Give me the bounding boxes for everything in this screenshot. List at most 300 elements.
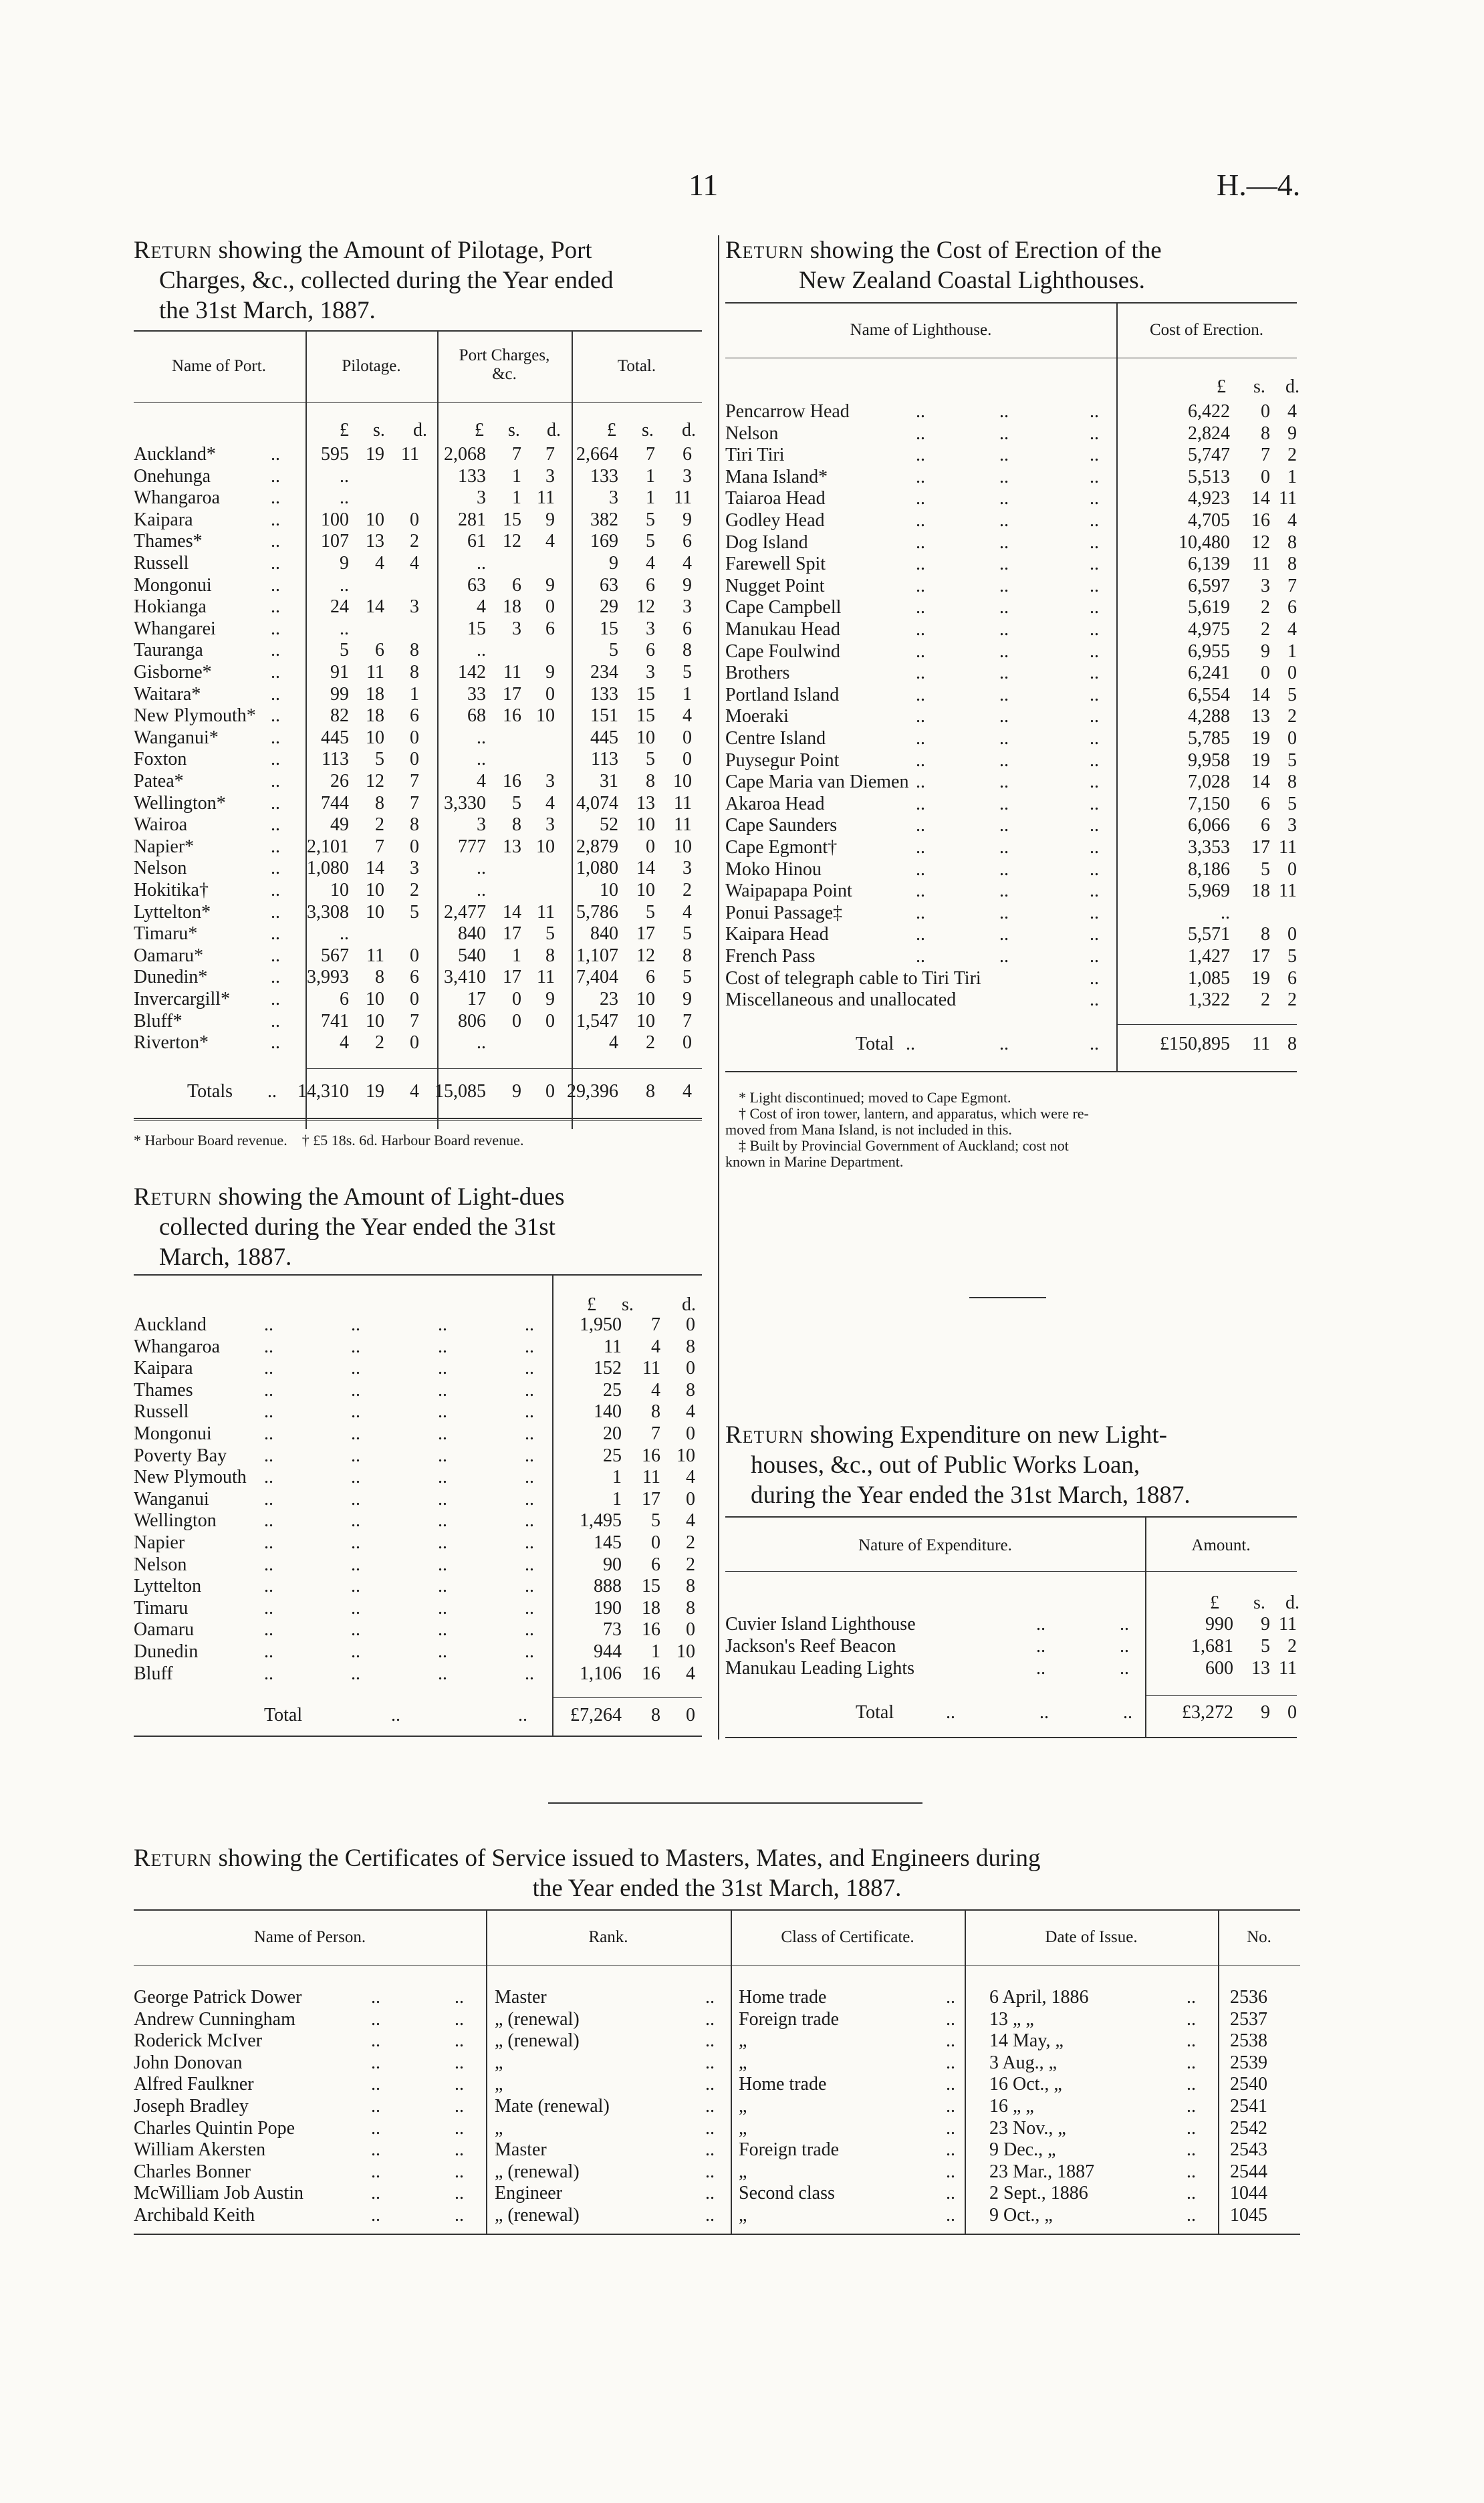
cell: 2,664 [576,444,618,465]
cell: 6 [683,444,692,465]
cell: 16 [503,705,521,727]
cell: 33 [467,683,486,705]
cell: „ (renewal) [495,2161,580,2182]
cell: 2 [1261,989,1270,1011]
table-row: New Plymouth .. .. .. .. 1 11 4 [134,1467,695,1488]
lighthouses-fn3: moved from Mana Island, is not included in this. [725,1121,1012,1138]
table-row: Cape Saunders .. .. .. 6,066 6 3 [725,815,1297,836]
table-row: Napier .. .. .. .. 145 0 2 [134,1532,695,1553]
cell: 2 [1261,619,1270,640]
cell: 3 [410,596,419,618]
cell: 8 [375,967,384,988]
pilotage-col-port-charges [437,346,572,384]
table-row: Riverton* .. 4 2 0 .. 4 2 0 [134,1032,692,1054]
table-row: Mongonui .. .. 63 6 9 63 6 9 [134,574,692,596]
table-row: Waitara* .. 99 18 1 33 17 0 133 15 1 [134,683,692,705]
cell: 19 [1251,967,1270,989]
cell: 11 [1279,880,1297,902]
cell: Master [495,2139,547,2161]
cell: 7 [512,444,521,465]
cell: 2,101 [307,836,349,857]
cell: Foxton [134,749,187,770]
table-row: Oamaru* .. 567 11 0 540 1 8 1,107 12 8 [134,945,692,966]
cell: 145 [594,1532,622,1553]
cell: 18 [642,1597,660,1619]
cell: 7 [410,1010,419,1032]
cell: 9 [545,989,555,1009]
lighthouses-col-name: Name of Lighthouse. [850,321,992,339]
cell: 8 [375,792,384,814]
cell: 133 [590,465,618,487]
cell: 0 [686,1314,695,1335]
cell: 540 [458,945,486,966]
cell: 8 [686,1597,695,1619]
table-row: Cape Campbell .. .. .. 5,619 2 6 [725,597,1297,618]
cell: 1 [646,465,655,487]
cell: 9 [609,553,618,574]
cell: 0 [686,1423,695,1444]
cell: 169 [590,531,618,552]
cell: 8 [1261,924,1270,945]
table-row: Whangaroa .. .. 3 1 11 3 1 11 [134,487,692,509]
cell: .. [1221,902,1230,923]
pilotage-title-line3: the 31st March, 1887. [159,297,376,324]
cell: 10 [536,836,555,857]
cell: 3 [512,618,521,639]
table-row: Cuvier Island Lighthouse .. .. 990 9 11 [725,1614,1297,1635]
cell: 151 [590,705,618,727]
cell: 5,513 [1188,466,1230,487]
expenditure-total-row: Total .. .. .. £3,272 9 0 [856,1702,1297,1723]
cell: 4,288 [1188,706,1230,727]
cell: 18 [503,596,521,618]
table-row: Auckland* .. 595 19 11 2,068 7 7 2,664 7 6 [134,444,692,465]
cell: 1 [1287,640,1297,662]
table-row: Lyttelton .. .. .. .. 888 15 8 [134,1576,695,1597]
cell: 6 [512,574,521,596]
cell: 142 [458,662,486,683]
cell: 0 [686,1705,695,1725]
cell: 7 [683,1010,692,1032]
cell: 5 [609,640,618,661]
cell: Napier [134,1532,185,1553]
cell: 18 [1251,880,1270,902]
cell: 1,547 [576,1010,618,1032]
table-row: Moeraki .. .. .. 4,288 13 2 [725,706,1297,727]
cell: 10 [636,989,655,1009]
cell: 4 [646,553,655,574]
cell: 10 [366,1010,384,1032]
cell: 26 [330,771,349,792]
cell: 13 [636,792,655,814]
cell: Patea* [134,771,184,792]
cell: 11 [401,444,419,465]
cell: 1,427 [1188,946,1230,967]
cell: 1,107 [576,945,618,966]
cell: 8 [1287,1034,1297,1054]
cell: 7 [651,1423,660,1444]
cell: 23 [600,989,618,1009]
table-row: Wellington .. .. .. .. 1,495 5 4 [134,1510,695,1532]
table-row: French Pass .. .. .. 1,427 17 5 [725,946,1297,967]
cell: 19 [366,444,384,465]
table-row: Bluff .. .. .. .. 1,106 16 4 [134,1663,695,1684]
cell: Whangaroa [134,487,221,509]
cell: 13 „ „ [989,2008,1034,2030]
lighthouses-total-row: Total .. .. .. £150,895 11 8 [856,1034,1297,1054]
cell: 16 „ „ [989,2096,1034,2117]
table-row: Tiri Tiri .. .. .. 5,747 7 2 [725,445,1297,466]
cell: 6,597 [1188,575,1230,596]
cell: 3 [646,662,655,683]
table-row: Nugget Point .. .. .. 6,597 3 7 [725,575,1297,596]
cell: 2 [1287,1636,1297,1657]
cell: 4 [683,1081,692,1102]
cell: 6,554 [1188,684,1230,705]
lsd-pound: £ [1210,1592,1219,1613]
table-row: Napier* .. 2,101 7 0 777 13 10 2,879 0 10 [134,836,692,857]
cell: 18 [366,705,384,727]
cell: 3,993 [307,967,349,988]
cell: 2 [686,1554,695,1575]
cell: 5 [1287,684,1297,705]
cell: 5 [683,662,692,683]
cell: 9 [545,662,555,683]
table-row: Cost of telegraph cable to Tiri Tiri .. 1,085 19 6 [725,967,1297,989]
cell: 25 [603,1379,622,1401]
cell: 5,786 [576,901,618,923]
cell: 2537 [1230,2008,1267,2030]
cell: 8 [410,640,419,661]
cell: 5 [646,509,655,530]
cell: Charles Quintin Pope [134,2117,295,2139]
cell: 1,495 [580,1510,622,1532]
cell: Godley Head [725,510,825,531]
pilotage-col-total: Total. [617,357,656,375]
cell: 9 Oct., „ [989,2205,1053,2226]
cell: 1,681 [1191,1636,1233,1657]
cell: 6,066 [1188,815,1230,836]
cell: 10 [536,705,555,727]
cell: 1,322 [1188,989,1230,1011]
cell: 11 [642,1467,660,1488]
cell: Centre Island [725,728,826,749]
cell: 9 Dec., „ [989,2139,1056,2161]
cell: Pencarrow Head [725,401,850,422]
table-row: Bluff* .. 741 10 7 806 0 0 1,547 10 7 [134,1010,692,1032]
cell: „ [495,2052,503,2073]
cell: Foreign trade [739,2008,840,2030]
cell: George Patrick Dower [134,1987,302,2008]
cell: 4 [1287,619,1297,640]
table-row: Wanganui* .. 445 10 0 .. 445 10 0 [134,727,692,748]
cell: 5 [1287,749,1297,771]
cell: 0 [683,749,692,770]
table-row: Andrew Cunningham .. .. „ (renewal) .. Foreign trade .. 13 „ „ .. 2537 [134,2008,1267,2030]
cell: Archibald Keith [134,2205,255,2226]
cell: Onehunga [134,465,211,487]
cell: 3 [545,814,555,836]
cell: Mongonui [134,574,212,596]
cell: 29,396 [567,1081,618,1102]
lightdues-total-row: Total .. .. £7,264 8 0 [264,1705,695,1725]
cell: McWilliam Job Austin [134,2183,303,2204]
cell: 3 Aug., „ [989,2052,1058,2073]
cell: Kaipara Head [725,924,829,945]
cell: Cost of telegraph cable to Tiri Tiri [725,967,981,989]
cell: French Pass [725,946,816,967]
table-row: John Donovan .. .. „ .. „ .. 3 Aug., „ .. 2539 [134,2052,1267,2073]
cell: 11 [642,1358,660,1379]
cell: 4,705 [1188,510,1230,531]
cell: 13 [1251,1658,1270,1679]
cell: 11 [674,487,692,509]
table-row: Lyttelton* .. 3,308 10 5 2,477 14 11 5,786 5 4 [134,901,692,923]
cell: 68 [467,705,486,727]
cell: 1 [512,487,521,509]
cell: 5,619 [1188,597,1230,618]
table-row: Wanganui .. .. .. .. 1 17 0 [134,1488,695,1510]
cell: 2542 [1230,2117,1267,2139]
cell: 82 [330,705,349,727]
cell: 14,310 [297,1081,349,1102]
cell: 8 [683,640,692,661]
cell: 3 [477,487,486,509]
cell: New Plymouth [134,1467,247,1488]
cell: 281 [458,509,486,530]
cell: 2 [1287,989,1297,1011]
cell: „ [739,2030,747,2052]
cell: 8 [686,1576,695,1597]
cell: 744 [321,792,349,814]
cell: 2536 [1230,1987,1267,2008]
cell: „ [739,2117,747,2139]
cell: 1 [410,683,419,705]
cell: 6 [410,705,419,727]
cell: 4 [477,596,486,618]
table-row: Dunedin .. .. .. .. 944 1 10 [134,1641,695,1662]
cell: Manukau Head [725,619,840,640]
cell: 9 [545,574,555,596]
cell: „ [739,2161,747,2182]
table-row: Kaipara .. 100 10 0 281 15 9 382 5 9 [134,509,692,530]
lighthouses-lsd-row [725,376,1300,398]
cell: 14 [636,858,655,879]
cell: Wanganui* [134,727,219,748]
cell: 12 [1251,531,1270,553]
cell: Nelson [134,858,187,879]
cell: 14 [503,901,521,923]
certificates-title-line2: the Year ended the 31st March, 1887. [532,1875,902,1902]
cell: Thames* [134,531,203,552]
cell: 19 [1251,749,1270,771]
lighthouses-fn2: † Cost of iron tower, lantern, and apparatus, which were re- [739,1105,1089,1122]
cell: 4 [410,1081,419,1102]
lightdues-title-line3: March, 1887. [159,1243,292,1271]
table-row: Charles Bonner .. .. „ (renewal) .. „ .. 23 Mar., 1887 .. 2544 [134,2161,1267,2182]
cell: Mana Island* [725,466,828,487]
cell: 0 [410,945,419,966]
cell: 10 [330,880,349,901]
cell: 11 [604,1336,622,1357]
lsd-shilling: s. [1253,376,1265,397]
cell: 3 [683,858,692,879]
cell: 10 [600,880,618,901]
cell: 6 [646,574,655,596]
pilotage-col-port-line1: Port Charges, [459,346,550,364]
cell: 16 [642,1445,660,1466]
cell: Auckland* [134,444,216,465]
cell: Joseph Bradley [134,2096,249,2117]
cell: 6 April, 1886 [989,1987,1089,2008]
cell: 2540 [1230,2074,1267,2095]
cell: 0 [686,1619,695,1641]
cell: „ [739,2052,747,2073]
cell: Hokitika† [134,880,209,901]
cell: 4,975 [1188,619,1230,640]
table-row: Puysegur Point .. .. .. 9,958 19 5 [725,749,1297,771]
cell: 8 [1287,771,1297,793]
cell: 16 [642,1663,660,1684]
cell: 840 [590,923,618,945]
cell: 63 [600,574,618,596]
expenditure-title [725,1420,1300,1510]
cell: 10 [366,989,384,1009]
cell: 4 [651,1379,660,1401]
cell: 20 [603,1423,622,1444]
cell: 6,955 [1188,640,1230,662]
cell: 17 [1251,946,1270,967]
cell: .. [477,1032,486,1054]
expenditure-title-line1: showing Expenditure on new Light- [803,1421,1167,1449]
cell: 0 [545,1010,555,1032]
cell: 4 [683,901,692,923]
cell: Poverty Bay [134,1445,227,1466]
cell: 0 [1261,663,1270,684]
certificates-title-sc: Return [134,1844,213,1872]
cell: 8 [1287,554,1297,575]
cell: 2 [375,814,384,836]
cell: 5 [1261,858,1270,880]
lsd-shilling: s. [622,1294,634,1315]
cell: 8 [686,1336,695,1357]
cell: 11 [1279,837,1297,858]
table-row: Russell .. 9 4 4 .. 9 4 4 [134,553,692,574]
cell: Moeraki [725,706,789,727]
expenditure-col-amount: Amount. [1191,1536,1251,1554]
cell: 5 [410,901,419,923]
cell: 2543 [1230,2139,1267,2161]
cell: Portland Island [725,684,840,705]
lsd-pound: £ [1217,376,1226,397]
cell: 10 [636,727,655,748]
cell: 5,785 [1188,728,1230,749]
lsd-pence: d. [682,1294,696,1315]
cell: Manukau Leading Lights [725,1658,915,1679]
cell: Bluff* [134,1010,182,1032]
cell: 5 [1261,1636,1270,1657]
table-row: Miscellaneous and unallocated .. 1,322 2 2 [725,989,1297,1011]
lsd-pound: £ [475,420,484,441]
cell: 8 [646,1081,655,1102]
lsd-pence: d. [547,420,561,441]
cell: 0 [410,509,419,530]
cell: 1044 [1230,2183,1267,2204]
cell: 0 [410,727,419,748]
cell: 4 [545,531,555,552]
cell: 10 [366,901,384,923]
cell: 4 [609,1032,618,1054]
cell: 10 [676,1641,695,1662]
table-row: Mongonui .. .. .. .. 20 7 0 [134,1423,695,1444]
cell: 2,879 [576,836,618,857]
pilotage-title-line1: showing the Amount of Pilotage, Port [212,237,592,264]
table-row: Nelson .. .. .. 2,824 8 9 [725,423,1297,444]
cell: 3 [683,465,692,487]
lightdues-lsd-row [134,1294,702,1316]
pilotage-col-port-line2: &c. [492,365,517,383]
cell: 0 [1287,924,1297,945]
cell: 3 [545,771,555,792]
cell: 5 [545,923,555,945]
certificates-title-line1: showing the Certificates of Service issued to Masters, Mates, and Engineers during [212,1844,1041,1872]
cell: 63 [467,574,486,596]
cell: „ (renewal) [495,2030,580,2052]
lsd-pound: £ [587,1294,596,1315]
cell: Invercargill* [134,989,231,1009]
certificates-col-person: Name of Person. [253,1928,366,1946]
cell: 2544 [1230,2161,1267,2182]
cell: 5 [683,923,692,945]
lsd-shilling: s. [508,420,520,441]
cell: 5 [651,1510,660,1532]
table-row: Jackson's Reef Beacon .. .. 1,681 5 2 [725,1636,1297,1657]
cell: 445 [321,727,349,748]
cell: 4 [683,553,692,574]
cell: .. [340,574,349,596]
cell: Wellington [134,1510,217,1532]
cell: 445 [590,727,618,748]
cell: 1 [1287,466,1297,487]
cell: 107 [321,531,349,552]
cell: 15 [636,705,655,727]
cell: 567 [321,945,349,966]
cell: 5 [1287,793,1297,814]
cell: 6 [1261,815,1270,836]
cell: 9 [1261,1702,1270,1723]
cell: 10,480 [1179,531,1230,553]
cell: 11 [1279,488,1297,509]
cell: 234 [590,662,618,683]
cell: .. [477,749,486,770]
cell: New Plymouth* [134,705,256,727]
cell: 23 Nov., „ [989,2117,1066,2139]
cell: 4 [477,771,486,792]
lsd-shilling: s. [642,420,654,441]
table-row: Timaru* .. .. 840 17 5 840 17 5 [134,923,692,945]
cell: 4,074 [576,792,618,814]
cell: 3 [545,465,555,487]
table-row: Roderick McIver .. .. „ (renewal) .. „ .. 14 May, „ .. 2538 [134,2030,1267,2052]
cell: 5 [1287,946,1297,967]
certificates-col-date: Date of Issue. [1045,1928,1138,1946]
pilotage-totals-row: Totals .. 14,310 19 4 15,085 9 0 29,396 8 4 [187,1081,692,1102]
cell: 91 [330,662,349,683]
cell: Cape Foulwind [725,640,840,662]
cell: 5 [646,531,655,552]
table-row: Kaipara Head .. .. .. 5,571 8 0 [725,924,1297,945]
cell: Cape Campbell [725,597,842,618]
